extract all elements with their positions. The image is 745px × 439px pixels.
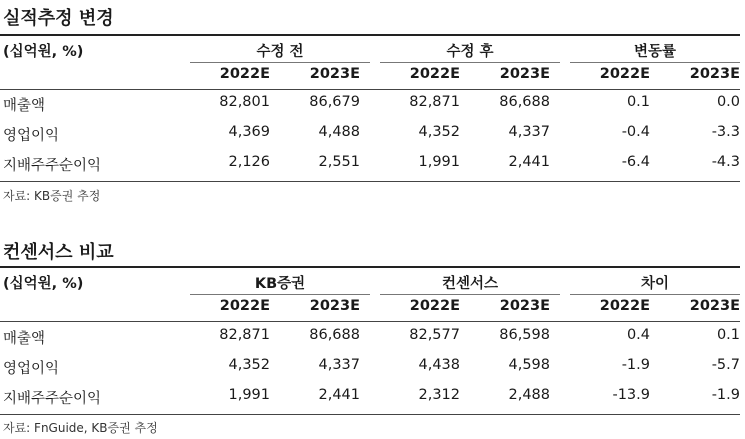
table-cell: 1,991: [228, 387, 270, 403]
table-cell: -3.3: [711, 124, 740, 140]
unit-label: (십억원, %): [3, 44, 84, 60]
year-header: 2022E: [219, 298, 270, 314]
group-underline: [380, 294, 560, 295]
year-header: 2022E: [409, 66, 460, 82]
table-cell: -1.9: [711, 387, 740, 403]
year-header: 2023E: [309, 66, 360, 82]
table-cell: 4,337: [318, 357, 360, 373]
row-label: 매출액: [3, 331, 46, 347]
row-label: 매출액: [3, 98, 46, 114]
row-label: 영업이익: [3, 128, 60, 144]
group-underline: [190, 62, 370, 63]
source-note: 자료: FnGuide, KB증권 추정: [3, 421, 158, 435]
year-header: 2023E: [689, 298, 740, 314]
table-cell: 2,126: [228, 154, 270, 170]
source-note: 자료: KB증권 추정: [3, 189, 101, 203]
table-cell: 86,598: [499, 327, 550, 343]
table-cell: 2,551: [318, 154, 360, 170]
table-cell: 82,871: [409, 94, 460, 110]
table-cell: 0.4: [626, 327, 650, 343]
table-cell: 4,488: [318, 124, 360, 140]
table-cell: -13.9: [612, 387, 650, 403]
row-label: 영업이익: [3, 361, 60, 377]
table-cell: -1.9: [621, 357, 650, 373]
year-header: 2023E: [689, 66, 740, 82]
table-cell: 4,337: [508, 124, 550, 140]
table-cell: 0.1: [716, 327, 740, 343]
year-header: 2023E: [309, 298, 360, 314]
table-cell: 4,598: [508, 357, 550, 373]
table-cell: 2,441: [508, 154, 550, 170]
header-rule: [0, 89, 740, 90]
year-header: 2023E: [499, 66, 550, 82]
table-cell: 4,352: [418, 124, 460, 140]
table-title: 컨센서스 비교: [3, 242, 114, 263]
table-title: 실적추정 변경: [3, 8, 114, 29]
group-underline: [380, 62, 560, 63]
year-header: 2023E: [499, 298, 550, 314]
group-header: KB증권: [254, 276, 306, 292]
year-header: 2022E: [219, 66, 270, 82]
table-cell: 2,441: [318, 387, 360, 403]
group-header: 차이: [640, 276, 669, 292]
table-cell: 4,438: [418, 357, 460, 373]
table-cell: -4.3: [711, 154, 740, 170]
row-label: 지배주주순이익: [3, 391, 102, 407]
table-cell: -5.7: [711, 357, 740, 373]
table-cell: 2,488: [508, 387, 550, 403]
group-header: 컨센서스: [441, 276, 499, 292]
table-cell: 4,352: [228, 357, 270, 373]
table-cell: 86,679: [309, 94, 360, 110]
row-label: 지배주주순이익: [3, 158, 102, 174]
unit-label: (십억원, %): [3, 276, 84, 292]
group-header: 수정 후: [446, 44, 494, 60]
table-cell: 82,577: [409, 327, 460, 343]
group-underline: [570, 62, 740, 63]
table-cell: -6.4: [621, 154, 650, 170]
group-underline: [190, 294, 370, 295]
header-rule: [0, 321, 740, 322]
table-cell: 2,312: [418, 387, 460, 403]
table-top-rule: [0, 34, 740, 36]
table-bottom-rule: [0, 181, 740, 182]
group-header: 수정 전: [256, 44, 304, 60]
table-cell: 86,688: [309, 327, 360, 343]
table-cell: -0.4: [621, 124, 650, 140]
table-cell: 0.0: [716, 94, 740, 110]
table-cell: 86,688: [499, 94, 550, 110]
group-underline: [570, 294, 740, 295]
table-cell: 82,871: [219, 327, 270, 343]
table-cell: 82,801: [219, 94, 270, 110]
year-header: 2022E: [599, 66, 650, 82]
table-bottom-rule: [0, 414, 740, 415]
year-header: 2022E: [409, 298, 460, 314]
group-header: 변동률: [633, 44, 677, 60]
table-top-rule: [0, 266, 740, 268]
year-header: 2022E: [599, 298, 650, 314]
table-cell: 1,991: [418, 154, 460, 170]
table-cell: 4,369: [228, 124, 270, 140]
table-cell: 0.1: [626, 94, 650, 110]
